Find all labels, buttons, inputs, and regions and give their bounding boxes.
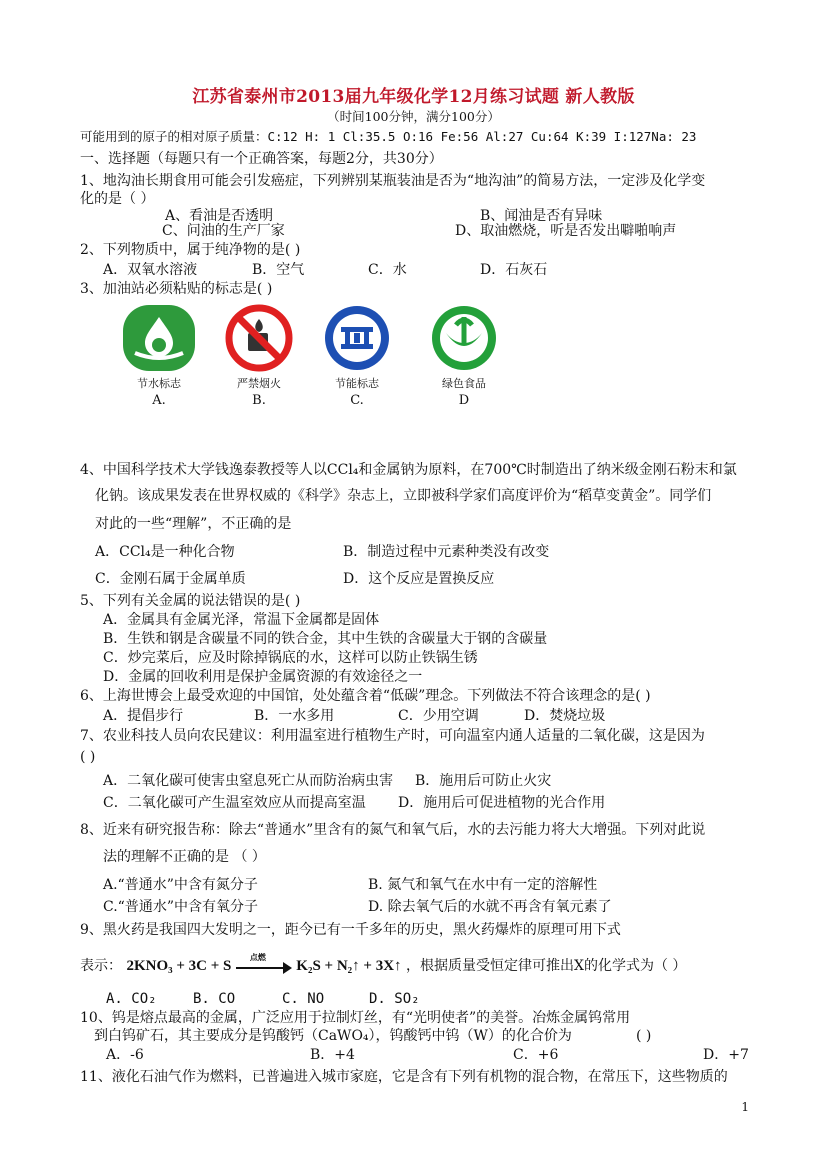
q4-option-a: A．CCl₄是一种化合物 (95, 544, 235, 560)
q9-tail: ，根据质量受恒定律可推出X的化学式为（ ） (406, 958, 687, 974)
q8-option-a: A.“普通水”中含有氮分子 (103, 877, 258, 893)
q9-option-b: B. CO (193, 991, 236, 1007)
sign-a (120, 303, 198, 408)
page-subtitle: （时间100分钟，满分100分） (327, 109, 500, 124)
q6-option-d: D．焚烧垃圾 (524, 708, 606, 724)
q6-option-c: C．少用空调 (398, 708, 479, 724)
q9-prefix: 表示： (80, 958, 122, 974)
q10-stem-2: 到白钨矿石，其主要成分是钨酸钙（CaWO₄），钨酸钙中钨（W）的化合价为 (94, 1028, 572, 1044)
sign-b-label: 严禁烟火 (237, 377, 281, 390)
q9-equation-line (80, 952, 687, 975)
energy-saving-icon (319, 303, 395, 373)
q8-option-c: C.“普通水”中含有氧分子 (103, 899, 258, 915)
sign-a-label: 节水标志 (137, 377, 181, 390)
q6-option-a: A．提倡步行 (103, 708, 184, 724)
no-fire-icon (221, 303, 297, 373)
water-saving-icon (121, 303, 197, 373)
q3-stem: 3、加油站必须粘贴的标志是( ) (80, 281, 273, 297)
q2-option-d: D．石灰石 (480, 262, 548, 278)
q7-option-a: A．二氧化碳可使害虫窒息死亡从而防治病虫害 (103, 773, 394, 789)
sign-b-letter: B. (252, 393, 266, 408)
q2-stem: 2、下列物质中，属于纯净物的是( ) (80, 242, 301, 258)
q4-stem-2: 化钠。该成果发表在世界权威的《科学》杂志上，立即被科学家们高度评价为“稻草变黄金”。同学们 (95, 488, 712, 504)
q10-option-b: B．+4 (310, 1047, 355, 1063)
q4-stem-3: 对此的一些“理解”，不正确的是 (95, 516, 292, 532)
q4-option-d: D．这个反应是置换反应 (343, 571, 495, 587)
green-food-icon (426, 303, 502, 373)
page-number: 1 (741, 1100, 749, 1114)
q10-option-c: C．+6 (513, 1047, 559, 1063)
q9-products: K₂S + N₂↑ + 3X↑ (296, 958, 402, 974)
q7-option-d: D．施用后可促进植物的光合作用 (398, 795, 606, 811)
page-title: 江苏省泰州市2013届九年级化学12月练习试题 新人教版 (192, 87, 635, 107)
sign-c-letter: C. (350, 393, 364, 408)
section-heading: 一、选择题（每题只有一个正确答案，每题2分，共30分） (80, 151, 443, 167)
sign-d-letter: D (458, 393, 470, 408)
q8-option-d: D. 除去氧气后的水就不再含有氧元素了 (368, 899, 612, 915)
q8-stem-2: 法的理解不正确的是 （ ） (103, 849, 266, 865)
q2-option-c: C．水 (368, 262, 407, 278)
q5-option-a: A．金属具有金属光泽，常温下金属都是固体 (103, 612, 380, 628)
q10-paren: ( ) (636, 1028, 652, 1044)
q1-option-c: C、问油的生产厂家 (162, 223, 285, 239)
sign-d-label: 绿色食品 (442, 377, 486, 390)
sign-c (318, 303, 396, 408)
sign-d (425, 303, 503, 408)
q7-option-c: C．二氧化碳可产生温室效应从而提高室温 (103, 795, 366, 811)
q1-option-a: A、看油是否透明 (165, 208, 274, 224)
q5-option-d: D．金属的回收利用是保护金属资源的有效途径之一 (103, 669, 423, 685)
q9-condition: 点燃 (249, 952, 266, 962)
q10-stem: 10、钨是熔点最高的金属，广泛应用于拉制灯丝，有“光明使者”的美誉。冶炼金属钨常用 (80, 1010, 631, 1026)
q8-stem: 8、近来有研究报告称：除去“普通水”里含有的氮气和氧气后，水的去污能力将大大增强。下列对此说 (80, 822, 706, 838)
sign-b (220, 303, 298, 408)
q10-option-a: A．-6 (106, 1047, 144, 1063)
q1-option-d: D、取油燃烧，听是否发出噼啪响声 (455, 223, 677, 239)
q2-option-b: B．空气 (252, 262, 305, 278)
q7-stem: 7、农业科技人员向农民建议：利用温室进行植物生产时，可向温室内通人适量的二氧化碳，这是因为 (80, 728, 705, 744)
atomic-masses: 可能用到的原子的相对原子质量：C:12 H: 1 Cl:35.5 O:16 Fe:56 Al:27 Cu:64 K:39 I:127Na: 23 (80, 129, 697, 144)
q11-stem: 11、液化石油气作为燃料，已普遍进入城市家庭，它是含有下列有机物的混合物，在常压下，这些物质的 (80, 1069, 728, 1085)
q9-option-c: C. NO (282, 991, 325, 1007)
q9-reactants: 2KNO₃ + 3C + S (126, 958, 232, 974)
q4-option-c: C．金刚石属于金属单质 (95, 571, 246, 587)
sign-a-letter: A. (152, 393, 166, 408)
q4-stem: 4、中国科学技术大学钱逸泰教授等人以CCl₄和金属钠为原料，在700℃时制造出了纳米级金刚石粉末和氯 (80, 462, 737, 478)
q5-option-c: C．炒完菜后，应及时除掉锅底的水，这样可以防止铁锅生锈 (103, 650, 478, 666)
q6-stem: 6、上海世博会上最受欢迎的中国馆，处处蕴含着“低碳”理念。下列做法不符合该理念的是( ) (80, 688, 651, 704)
q1-stem: 1、地沟油长期食用可能会引发癌症，下列辨别某瓶装油是否为“地沟油”的简易方法，一定涉及化学变 (80, 173, 706, 189)
q9-option-a: A. CO₂ (106, 991, 157, 1007)
q7-option-b: B．施用后可防止火灾 (415, 773, 552, 789)
q5-option-b: B．生铁和钢是含碳量不同的铁合金，其中生铁的含碳量大于钢的含碳量 (103, 631, 548, 647)
q7-stem-2: ( ) (80, 749, 96, 765)
q1-option-b: B、闻油是否有异味 (480, 208, 603, 224)
q2-option-a: A．双氧水溶液 (103, 262, 198, 278)
q4-option-b: B．制造过程中元素种类没有改变 (343, 544, 550, 560)
q9-stem: 9、黑火药是我国四大发明之一，距今已有一千多年的历史，黑火药爆炸的原理可用下式 (80, 922, 621, 938)
q10-option-d: D．+7 (703, 1047, 749, 1063)
reaction-arrow-icon (236, 952, 292, 973)
q6-option-b: B．一水多用 (254, 708, 335, 724)
q9-option-d: D. SO₂ (369, 991, 420, 1007)
sign-c-label: 节能标志 (335, 377, 379, 390)
q1-stem-2: 化的是（ ） (80, 191, 155, 207)
q8-option-b: B. 氮气和氧气在水中有一定的溶解性 (368, 877, 598, 893)
q5-stem: 5、下列有关金属的说法错误的是( ) (80, 593, 301, 609)
